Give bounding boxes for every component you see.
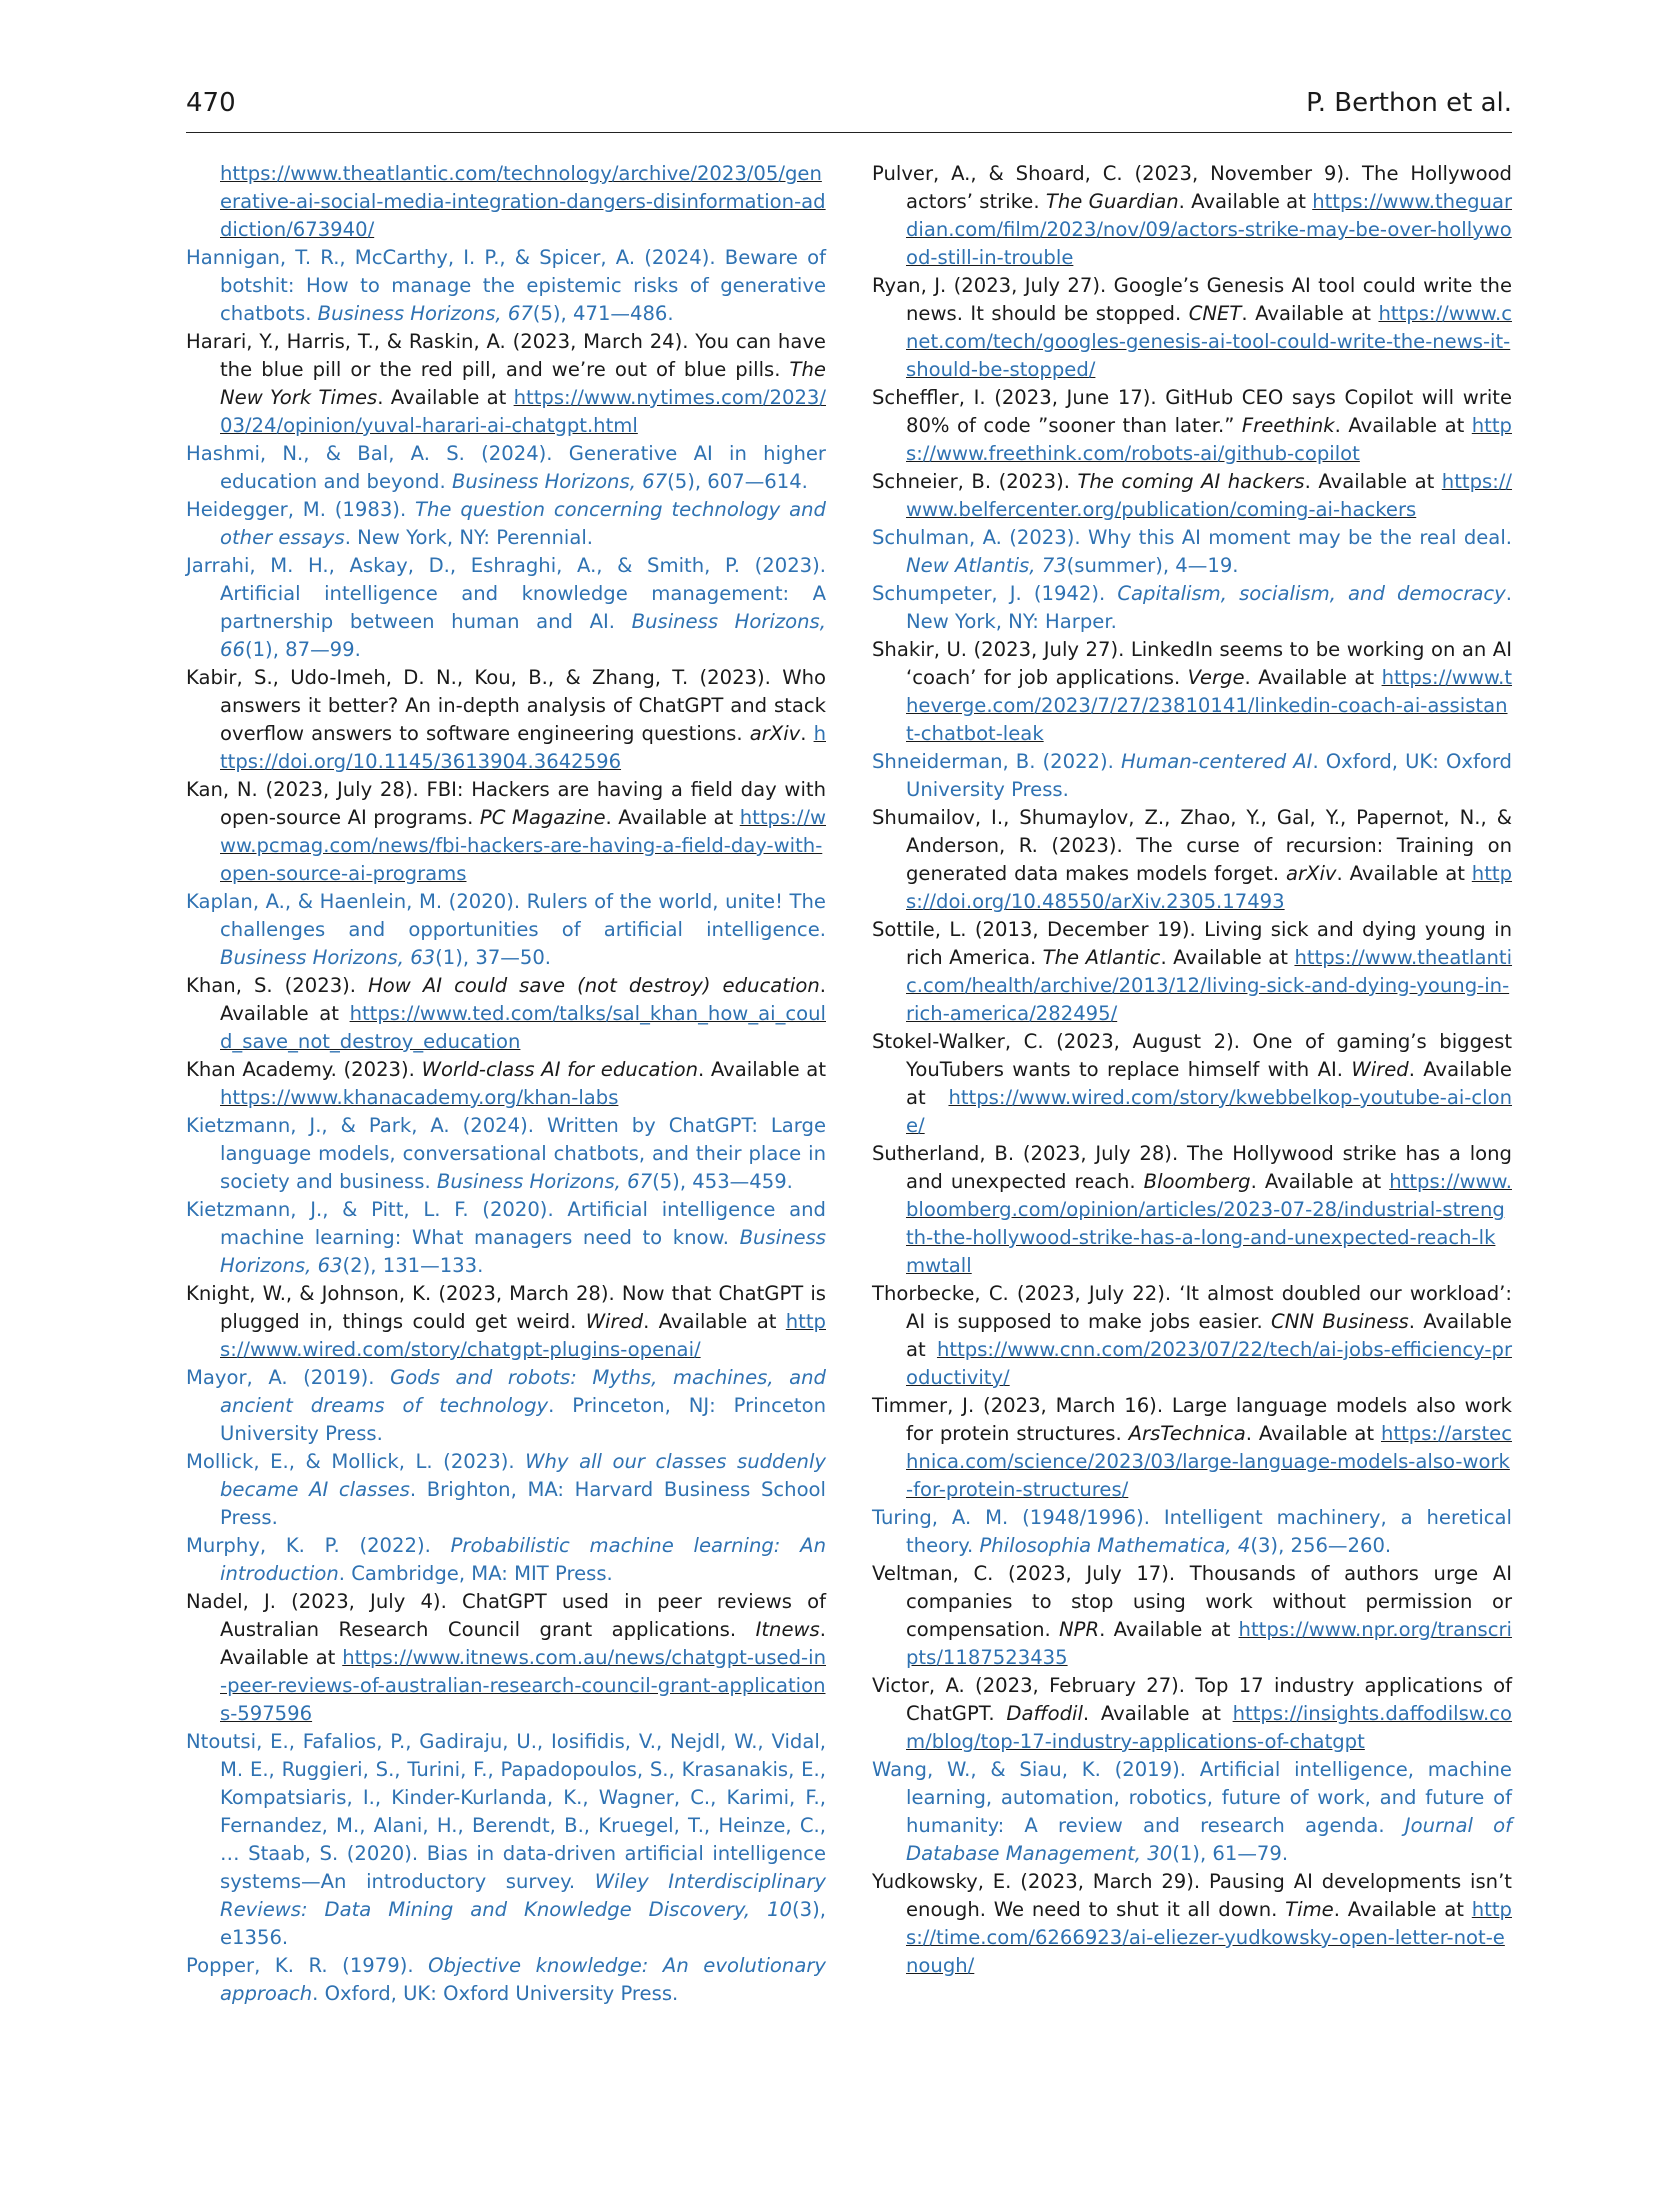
reference-source: CNN Business xyxy=(1271,1310,1409,1333)
reference-entry[interactable] xyxy=(186,1196,826,1280)
reference-entry[interactable] xyxy=(186,496,826,552)
reference-source: Capitalism, socialism, and democracy xyxy=(1117,582,1506,605)
reference-details: . New York, NY: Perennial. xyxy=(344,526,594,549)
reference-source: Business Horizons, 63 xyxy=(220,946,436,969)
reference-text: Yudkowsky, E. (2023, March 29). Pausing AI developments isn’t enough. We need to shut it all down. xyxy=(872,1870,1512,1921)
running-head: P. Berthon et al. xyxy=(1306,88,1512,118)
reference-link[interactable]: https://www.ted.com/talks/sal_khan_how_ai_could_save_not_destroy_education xyxy=(220,1002,826,1053)
reference-entry xyxy=(872,468,1512,524)
reference-entry xyxy=(872,1028,1512,1140)
reference-text: Mollick, E., & Mollick, L. (2023). xyxy=(186,1450,526,1473)
reference-source: Time xyxy=(1285,1898,1334,1921)
reference-source: New Atlantis, 73 xyxy=(906,554,1067,577)
reference-text: Pulver, A., & Shoard, C. (2023, November 9). The Hollywood actors’ strike. xyxy=(872,162,1512,213)
reference-text: Timmer, J. (2023, March 16). Large language models also work for protein structures. xyxy=(872,1394,1512,1445)
reference-source: The Atlantic xyxy=(1042,946,1161,969)
reference-details: (1), 37—50. xyxy=(435,946,552,969)
reference-text: Harari, Y., Harris, T., & Raskin, A. (2023, March 24). You can have the blue pill or the red pill, and we’re out of blue pills. xyxy=(186,330,826,381)
reference-details: . Cambridge, MA: MIT Press. xyxy=(338,1562,613,1585)
reference-text: Kaplan, A., & Haenlein, M. (2020). Rulers of the world, unite! The challenges and opportunities of artificial intelligence. xyxy=(186,890,826,941)
reference-details: . Available at xyxy=(1244,666,1382,689)
reference-source: The Guardian xyxy=(1045,190,1179,213)
reference-text: Turing, A. M. (1948/1996). Intelligent machinery, a heretical theory. xyxy=(872,1506,1512,1557)
reference-entry xyxy=(872,1280,1512,1392)
reference-details: (5), 607—614. xyxy=(667,470,808,493)
reference-source: The New York Times xyxy=(220,358,826,409)
reference-entry[interactable] xyxy=(872,748,1512,804)
reference-entry[interactable] xyxy=(872,524,1512,580)
reference-source: arXiv xyxy=(749,722,801,745)
reference-details: . Available at xyxy=(906,1058,1512,1109)
reference-details: . Available at xyxy=(1160,946,1295,969)
reference-entry[interactable] xyxy=(186,1728,826,1952)
reference-link[interactable]: https://www.wired.com/story/chatgpt-plugins-openai/ xyxy=(220,1310,826,1361)
reference-link[interactable]: https://time.com/6266923/ai-eliezer-yudkowsky-open-letter-not-enough/ xyxy=(906,1898,1512,1977)
reference-text: Victor, A. (2023, February 27). Top 17 industry applications of ChatGPT. xyxy=(872,1674,1512,1725)
reference-text: Jarrahi, M. H., Askay, D., Eshraghi, A., & Smith, P. (2023). Artificial intelligence and knowledge management: A partnership between human and AI. xyxy=(186,554,826,633)
reference-details: (5), 471—486. xyxy=(532,302,674,325)
reference-details: . Available at xyxy=(698,1058,826,1081)
reference-entry[interactable] xyxy=(186,1952,826,2008)
reference-link[interactable]: https://www.wired.com/story/kwebbelkop-youtube-ai-clone/ xyxy=(906,1086,1512,1137)
reference-entry xyxy=(872,636,1512,748)
reference-source: Gods and robots: Myths, machines, and ancient dreams of technology xyxy=(220,1366,826,1417)
reference-source: Business Horizons, 67 xyxy=(317,302,533,325)
reference-details: . Available at xyxy=(1334,414,1472,437)
reference-source: Wiley Interdisciplinary Reviews: Data Mining and Knowledge Discovery, 10 xyxy=(220,1870,826,1921)
reference-details: (3), 256—260. xyxy=(1250,1534,1392,1557)
reference-text: Ntoutsi, E., Fafalios, P., Gadiraju, U., Iosifidis, V., Nejdl, W., Vidal, M. E., Ruggieri, S., Turini, F., Papadopoulos, S., Krasanakis, E., Kompatsiaris, I., Kinder-Kurlanda, K., Wagner, C., Karimi, F., Fernandez, M., Alani, H., Berendt, B., Kruegel, T., Heinze, C., … Staab, S. (2020). Bias in data-driven artificial intelligence systems—An introductory survey. xyxy=(186,1730,826,1893)
reference-details: . Available at xyxy=(377,386,514,409)
reference-source: Verge xyxy=(1187,666,1245,689)
reference-entry xyxy=(186,160,826,244)
reference-text: Schneier, B. (2023). xyxy=(872,470,1078,493)
reference-source: Philosophia Mathematica, 4 xyxy=(979,1534,1251,1557)
reference-link[interactable]: https://www.cnet.com/tech/googles-genesis-ai-tool-could-write-the-news-it-should-be-stopped/ xyxy=(906,302,1512,381)
reference-details: . Available at xyxy=(1304,470,1442,493)
reference-source: arXiv xyxy=(1285,862,1337,885)
reference-text: Shneiderman, B. (2022). xyxy=(872,750,1121,773)
reference-details: . Princeton, NJ: Princeton University Press. xyxy=(220,1394,826,1445)
reference-entry[interactable] xyxy=(186,888,826,972)
reference-entry xyxy=(872,1672,1512,1756)
reference-source: World-class AI for education xyxy=(421,1058,699,1081)
reference-link[interactable]: https://www.belfercenter.org/publication/coming-ai-hackers xyxy=(906,470,1513,521)
reference-text: Mayor, A. (2019). xyxy=(186,1366,391,1389)
reference-entry xyxy=(872,916,1512,1028)
reference-text: Sottile, L. (2013, December 19). Living sick and dying young in rich America. xyxy=(872,918,1512,969)
reference-link[interactable]: https://www.npr.org/transcripts/1187523435 xyxy=(906,1618,1512,1669)
reference-details: . Available at xyxy=(605,806,740,829)
reference-entry xyxy=(872,160,1512,272)
reference-source: Business Horizons, 67 xyxy=(436,1170,653,1193)
reference-source: Wired xyxy=(585,1310,644,1333)
reference-details: (1), 87—99. xyxy=(244,638,361,661)
reference-text: Scheffler, I. (2023, June 17). GitHub CEO says Copilot will write 80% of code ”sooner than later.” xyxy=(872,386,1512,437)
reference-text: Kabir, S., Udo-Imeh, D. N., Kou, B., & Zhang, T. (2023). Who answers it better? An in-depth analysis of ChatGPT and stack overflow answers to software engineering questions. xyxy=(186,666,826,745)
reference-text: Shakir, U. (2023, July 27). LinkedIn seems to be working on an AI ‘coach’ for job applications. xyxy=(872,638,1512,689)
reference-text: Stokel-Walker, C. (2023, August 2). One of gaming’s biggest YouTubers wants to replace himself with AI. xyxy=(872,1030,1512,1081)
reference-text: Khan, S. (2023). xyxy=(186,974,369,997)
reference-details: . Available at xyxy=(1241,302,1379,325)
reference-source: ArsTechnica xyxy=(1128,1422,1246,1445)
reference-text: Veltman, C. (2023, July 17). Thousands of authors urge AI companies to stop using work without permission or compensation. xyxy=(872,1562,1512,1641)
reference-entry xyxy=(186,664,826,776)
reference-entry[interactable] xyxy=(186,552,826,664)
reference-text: Wang, W., & Siau, K. (2019). Artificial intelligence, machine learning, automation, robotics, future of work, and future of humanity: A review and research agenda. xyxy=(872,1758,1512,1837)
reference-text: Hashmi, N., & Bal, A. S. (2024). Generative AI in higher education and beyond. xyxy=(186,442,826,493)
reference-details: . Available at xyxy=(1333,1898,1472,1921)
reference-details: (summer), 4—19. xyxy=(1066,554,1239,577)
reference-source: Wired xyxy=(1351,1058,1409,1081)
reference-link[interactable]: https://www.khanacademy.org/khan-labs xyxy=(220,1086,619,1109)
reference-link[interactable]: https://www.itnews.com.au/news/chatgpt-used-in-peer-reviews-of-australian-research-council-grant-applications-597596 xyxy=(220,1646,826,1725)
reference-text: Popper, K. R. (1979). xyxy=(186,1954,429,1977)
reference-entry[interactable] xyxy=(186,440,826,496)
reference-entry[interactable] xyxy=(186,1532,826,1588)
reference-text: Schumpeter, J. (1942). xyxy=(872,582,1118,605)
reference-entry xyxy=(186,776,826,888)
reference-entry xyxy=(872,272,1512,384)
reference-entry[interactable] xyxy=(872,580,1512,636)
reference-text: Murphy, K. P. (2022). xyxy=(186,1534,451,1557)
reference-source: CNET xyxy=(1188,302,1242,325)
reference-entry xyxy=(872,804,1512,916)
reference-details: . Available at xyxy=(1178,190,1313,213)
reference-column-left xyxy=(186,160,826,2008)
reference-details: . Available at xyxy=(220,974,826,1025)
reference-source: Human-centered AI xyxy=(1120,750,1313,773)
reference-link[interactable]: https://www.theatlantic.com/technology/archive/2023/05/generative-ai-social-media-integration-dangers-disinformation-addiction/673940/ xyxy=(220,162,826,241)
reference-text: Sutherland, B. (2023, July 28). The Hollywood strike has a long and unexpected reach. xyxy=(872,1142,1512,1193)
reference-source: Itnews xyxy=(755,1618,820,1641)
reference-entry xyxy=(186,1588,826,1728)
reference-details: . Available at xyxy=(643,1310,786,1333)
reference-details: . New York, NY: Harper. xyxy=(906,582,1512,633)
reference-source: Business Horizons, 63 xyxy=(220,1226,826,1277)
reference-text: Knight, W., & Johnson, K. (2023, March 28). Now that ChatGPT is plugged in, things could get weird. xyxy=(186,1282,826,1333)
reference-entry[interactable] xyxy=(186,244,826,328)
reference-source: Bloomberg xyxy=(1143,1170,1251,1193)
reference-text: Khan Academy. (2023). xyxy=(186,1058,422,1081)
reference-entry xyxy=(872,1140,1512,1280)
reference-entry xyxy=(186,328,826,440)
reference-details: . Available at xyxy=(1250,1170,1390,1193)
reference-link[interactable]: https://www.theatlantic.com/health/archive/2013/12/living-sick-and-dying-young-in-rich-america/282495/ xyxy=(906,946,1513,1025)
reference-source: NPR xyxy=(1059,1618,1100,1641)
reference-entry xyxy=(872,1560,1512,1672)
reference-entry xyxy=(872,384,1512,468)
reference-source: Objective knowledge: An evolutionary approach xyxy=(220,1954,826,2005)
reference-entry xyxy=(186,1280,826,1364)
reference-source: The coming AI hackers xyxy=(1077,470,1305,493)
reference-source: PC Magazine xyxy=(479,806,606,829)
reference-entry[interactable] xyxy=(872,1756,1512,1868)
reference-details: . Available at xyxy=(906,1310,1512,1361)
reference-details: (5), 453—459. xyxy=(652,1170,793,1193)
reference-details: . Available at xyxy=(1082,1702,1233,1725)
reference-details: (3), e1356. xyxy=(220,1898,826,1949)
reference-details: . xyxy=(800,722,814,745)
reference-link[interactable]: https://doi.org/10.1145/3613904.3642596 xyxy=(220,722,826,773)
reference-source: Why all our classes suddenly became AI classes xyxy=(220,1450,827,1501)
reference-text: Thorbecke, C. (2023, July 22). ‘It almost doubled our workload’: AI is supposed to make jobs easier. xyxy=(872,1282,1512,1333)
reference-link[interactable]: https://insights.daffodilsw.com/blog/top-17-industry-applications-of-chatgpt xyxy=(906,1702,1513,1753)
reference-details: . Oxford, UK: Oxford University Press. xyxy=(906,750,1512,801)
reference-column-right xyxy=(872,160,1512,1980)
reference-details: (2), 131—133. xyxy=(342,1254,484,1277)
reference-entry[interactable] xyxy=(186,1364,826,1448)
reference-source: How AI could save (not destroy) education xyxy=(368,974,820,997)
reference-entry[interactable] xyxy=(186,1112,826,1196)
reference-link[interactable]: https://www.cnn.com/2023/07/22/tech/ai-jobs-efficiency-productivity/ xyxy=(906,1338,1512,1389)
reference-link[interactable]: https://www.nytimes.com/2023/03/24/opinion/yuval-harari-ai-chatgpt.html xyxy=(220,386,826,437)
reference-link[interactable]: https://www.freethink.com/robots-ai/github-copilot xyxy=(906,414,1512,465)
reference-link[interactable]: https://www.pcmag.com/news/fbi-hackers-are-having-a-field-day-with-open-source-ai-programs xyxy=(220,806,826,885)
reference-source: The question concerning technology and other essays xyxy=(220,498,826,549)
reference-source: Freethink xyxy=(1241,414,1335,437)
reference-text: Shumailov, I., Shumaylov, Z., Zhao, Y., Gal, Y., Papernot, N., & Anderson, R. (2023). The curse of recursion: Training on generated data makes models forget. xyxy=(872,806,1512,885)
reference-link[interactable]: https://www.theverge.com/2023/7/27/23810141/linkedin-coach-ai-assistant-chatbot-leak xyxy=(906,666,1512,745)
reference-source: Business Horizons, 66 xyxy=(220,610,826,661)
reference-text: Schulman, A. (2023). Why this AI moment may be the real deal. xyxy=(872,526,1512,549)
reference-link[interactable]: https://doi.org/10.48550/arXiv.2305.17493 xyxy=(906,862,1513,913)
reference-text: Kan, N. (2023, July 28). FBI: Hackers are having a field day with open-source AI programs. xyxy=(186,778,826,829)
reference-text: Ryan, J. (2023, July 27). Google’s Genesis AI tool could write the news. It should be stopped. xyxy=(872,274,1512,325)
reference-entry xyxy=(872,1868,1512,1980)
reference-text: Kietzmann, J., & Park, A. (2024). Written by ChatGPT: Large language models, conversational chatbots, and their place in society and business. xyxy=(186,1114,826,1193)
reference-source: Probabilistic machine learning: An introduction xyxy=(220,1534,826,1585)
reference-entry[interactable] xyxy=(186,1448,826,1532)
reference-details: . Available at xyxy=(220,1618,826,1669)
reference-text: Hannigan, T. R., McCarthy, I. P., & Spicer, A. (2024). Beware of botshit: How to manage the epistemic risks of generative chatbots. xyxy=(186,246,826,325)
reference-text: Heidegger, M. (1983). xyxy=(186,498,416,521)
reference-entry[interactable] xyxy=(872,1504,1512,1560)
reference-details: (1), 61—79. xyxy=(1172,1842,1289,1865)
reference-entry xyxy=(186,972,826,1056)
reference-link[interactable]: https://www.bloomberg.com/opinion/articles/2023-07-28/industrial-strength-the-hollywood-strike-has-a-long-and-unexpected-reach-lkmwtall xyxy=(906,1170,1512,1277)
reference-link[interactable]: https://arstechnica.com/science/2023/03/large-language-models-also-work-for-protein-structures/ xyxy=(906,1422,1512,1501)
reference-source: Daffodil xyxy=(1006,1702,1083,1725)
reference-entry xyxy=(186,1056,826,1112)
reference-details: . Brighton, MA: Harvard Business School Press. xyxy=(220,1478,826,1529)
reference-details: . Available at xyxy=(1336,862,1472,885)
reference-details: . Available at xyxy=(1099,1618,1239,1641)
reference-source: Business Horizons, 67 xyxy=(451,470,668,493)
page-header xyxy=(186,88,1512,133)
reference-text: Nadel, J. (2023, July 4). ChatGPT used in peer reviews of Australian Research Council grant applications. xyxy=(186,1590,826,1641)
reference-details: . Oxford, UK: Oxford University Press. xyxy=(312,1982,679,2005)
reference-details: . Available at xyxy=(1245,1422,1381,1445)
page-number: 470 xyxy=(186,88,236,118)
reference-entry xyxy=(872,1392,1512,1504)
reference-link[interactable]: https://www.theguardian.com/film/2023/nov/09/actors-strike-may-be-over-hollywood-still-in-trouble xyxy=(906,190,1513,269)
reference-text: Kietzmann, J., & Pitt, L. F. (2020). Artificial intelligence and machine learning: What managers need to know. xyxy=(186,1198,826,1249)
reference-source: Journal of Database Management, 30 xyxy=(906,1814,1512,1865)
